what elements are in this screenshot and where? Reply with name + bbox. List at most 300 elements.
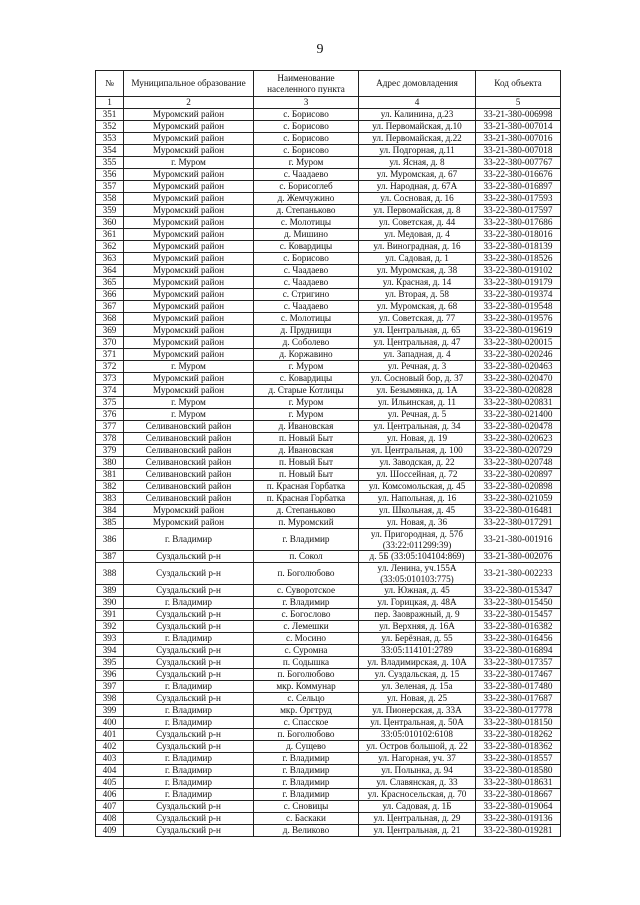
settlement-cell: д. Ивановская — [254, 445, 359, 457]
row-number: 354 — [96, 145, 124, 157]
object-code-cell: 33-22-380-019576 — [476, 313, 561, 325]
address-cell: ул. Центральная, д. 100 — [359, 445, 476, 457]
settlement-cell: п. Боголюбово — [254, 563, 359, 585]
table-row — [96, 121, 561, 133]
municipality-cell: Селивановский район — [124, 445, 254, 457]
settlement-cell: г. Владимир — [254, 765, 359, 777]
settlement-cell: с. Борисово — [254, 253, 359, 265]
municipality-cell: Суздальский р-н — [124, 609, 254, 621]
settlement-cell: п. Содышка — [254, 657, 359, 669]
settlement-cell: с. Ковардицы — [254, 373, 359, 385]
object-code-cell: 33-22-380-020729 — [476, 445, 561, 457]
row-number: 398 — [96, 693, 124, 705]
address-cell: ул. Муромская, д. 38 — [359, 265, 476, 277]
municipality-cell: г. Владимир — [124, 717, 254, 729]
object-code-cell: 33-22-380-015450 — [476, 597, 561, 609]
row-number: 379 — [96, 445, 124, 457]
settlement-cell: п. Новый Быт — [254, 457, 359, 469]
column-number: 1 — [96, 97, 124, 109]
settlement-cell: с. Стригино — [254, 289, 359, 301]
municipality-cell: Суздальский р-н — [124, 551, 254, 563]
object-code-cell: 33-22-380-019374 — [476, 289, 561, 301]
row-number: 370 — [96, 337, 124, 349]
address-cell: ул. Южная, д. 45 — [359, 585, 476, 597]
municipality-cell: Селивановский район — [124, 493, 254, 505]
row-number: 357 — [96, 181, 124, 193]
settlement-cell: г. Муром — [254, 409, 359, 421]
settlement-cell: д. Ивановская — [254, 421, 359, 433]
municipality-cell: Суздальский р-н — [124, 693, 254, 705]
row-number: 386 — [96, 529, 124, 551]
object-code-cell: 33-22-380-017357 — [476, 657, 561, 669]
row-number: 401 — [96, 729, 124, 741]
address-cell: ул. Центральная, д. 50А — [359, 717, 476, 729]
table-row — [96, 277, 561, 289]
address-cell: пер. Заовражный, д. 9 — [359, 609, 476, 621]
object-code-cell: 33-22-380-018526 — [476, 253, 561, 265]
address-cell: ул. Речная, д. 5 — [359, 409, 476, 421]
municipality-cell: Селивановский район — [124, 421, 254, 433]
row-number: 394 — [96, 645, 124, 657]
row-number: 359 — [96, 205, 124, 217]
row-number: 397 — [96, 681, 124, 693]
object-code-cell: 33-22-380-016382 — [476, 621, 561, 633]
table-row — [96, 825, 561, 837]
object-code-cell: 33-22-380-018362 — [476, 741, 561, 753]
object-code-cell: 33-22-380-015347 — [476, 585, 561, 597]
row-number: 406 — [96, 789, 124, 801]
municipality-cell: г. Владимир — [124, 753, 254, 765]
municipality-cell: Муромский район — [124, 277, 254, 289]
object-code-cell: 33-22-380-007767 — [476, 157, 561, 169]
table-row — [96, 181, 561, 193]
table-row — [96, 193, 561, 205]
municipality-cell: Муромский район — [124, 349, 254, 361]
table-row — [96, 657, 561, 669]
row-number: 396 — [96, 669, 124, 681]
table-row — [96, 289, 561, 301]
row-number: 382 — [96, 481, 124, 493]
settlement-cell: мкр. Коммунар — [254, 681, 359, 693]
object-code-cell: 33-22-380-016894 — [476, 645, 561, 657]
table-row — [96, 693, 561, 705]
settlement-cell: с. Спасское — [254, 717, 359, 729]
address-cell: ул. Зеленая, д. 15а — [359, 681, 476, 693]
object-code-cell: 33-22-380-019281 — [476, 825, 561, 837]
object-code-cell: 33-22-380-016676 — [476, 169, 561, 181]
row-number: 403 — [96, 753, 124, 765]
row-number: 352 — [96, 121, 124, 133]
settlement-cell: с. Чаадаево — [254, 169, 359, 181]
object-code-cell: 33-22-380-021059 — [476, 493, 561, 505]
municipality-cell: Муромский район — [124, 133, 254, 145]
address-cell: ул. Владимирская, д. 10А — [359, 657, 476, 669]
row-number: 367 — [96, 301, 124, 313]
row-number: 380 — [96, 457, 124, 469]
municipality-cell: Муромский район — [124, 229, 254, 241]
municipality-cell: Суздальский р-н — [124, 729, 254, 741]
municipality-cell: Муромский район — [124, 193, 254, 205]
table-row — [96, 669, 561, 681]
address-cell: ул. Ясная, д. 8 — [359, 157, 476, 169]
table-row — [96, 765, 561, 777]
address-cell: ул. Пионерская, д. 33А — [359, 705, 476, 717]
object-code-cell: 33-22-380-017778 — [476, 705, 561, 717]
table-row — [96, 645, 561, 657]
settlement-cell: г. Владимир — [254, 753, 359, 765]
object-code-cell: 33-22-380-020246 — [476, 349, 561, 361]
object-code-cell: 33-22-380-018016 — [476, 229, 561, 241]
address-cell: 33:05:114101:2789 — [359, 645, 476, 657]
object-code-cell: 33-22-380-020897 — [476, 469, 561, 481]
address-cell: ул. Горицкая, д. 48А — [359, 597, 476, 609]
settlement-cell: п. Боголюбово — [254, 729, 359, 741]
address-cell: ул. Нагорная, уч. 37 — [359, 753, 476, 765]
object-code-cell: 33-22-380-018262 — [476, 729, 561, 741]
settlement-cell: п. Боголюбово — [254, 669, 359, 681]
address-cell: ул. Сосновая, д. 16 — [359, 193, 476, 205]
row-number: 402 — [96, 741, 124, 753]
settlement-cell: мкр. Оргтруд — [254, 705, 359, 717]
row-number: 363 — [96, 253, 124, 265]
municipality-cell: г. Владимир — [124, 633, 254, 645]
address-cell: ул. Заводская, д. 22 — [359, 457, 476, 469]
settlement-cell: с. Сновицы — [254, 801, 359, 813]
address-cell: ул. Ильинская, д. 11 — [359, 397, 476, 409]
table-row — [96, 597, 561, 609]
object-code-cell: 33-21-380-007016 — [476, 133, 561, 145]
column-number: 2 — [124, 97, 254, 109]
row-number: 391 — [96, 609, 124, 621]
row-number: 381 — [96, 469, 124, 481]
address-cell: ул. Суздальская, д. 15 — [359, 669, 476, 681]
header-num: № — [96, 71, 124, 97]
object-code-cell: 33-21-380-001916 — [476, 529, 561, 551]
row-number: 378 — [96, 433, 124, 445]
row-number: 377 — [96, 421, 124, 433]
settlement-cell: г. Владимир — [254, 789, 359, 801]
row-number: 372 — [96, 361, 124, 373]
row-number: 383 — [96, 493, 124, 505]
address-cell: ул. Новая, д. 25 — [359, 693, 476, 705]
row-number: 365 — [96, 277, 124, 289]
municipality-cell: Суздальский р-н — [124, 585, 254, 597]
settlement-cell: д. Коржавино — [254, 349, 359, 361]
object-code-cell: 33-22-380-019548 — [476, 301, 561, 313]
object-code-cell: 33-21-380-007018 — [476, 145, 561, 157]
row-number: 371 — [96, 349, 124, 361]
municipality-cell: Муромский район — [124, 217, 254, 229]
municipality-cell: г. Владимир — [124, 765, 254, 777]
settlement-cell: п. Красная Горбатка — [254, 481, 359, 493]
table-row — [96, 373, 561, 385]
table-row — [96, 109, 561, 121]
header-settlement: Наименование населенного пункта — [254, 71, 359, 97]
address-cell: ул. Виноградная, д. 16 — [359, 241, 476, 253]
table-body — [96, 109, 561, 837]
municipality-cell: Суздальский р-н — [124, 669, 254, 681]
address-cell: ул. Верхняя, д. 16А — [359, 621, 476, 633]
table-row — [96, 169, 561, 181]
municipality-cell: г. Владимир — [124, 681, 254, 693]
municipality-cell: Суздальский р-н — [124, 657, 254, 669]
settlement-cell: с. Борисово — [254, 109, 359, 121]
table-header-row — [96, 71, 561, 97]
row-number: 351 — [96, 109, 124, 121]
row-number: 362 — [96, 241, 124, 253]
settlement-cell: п. Новый Быт — [254, 469, 359, 481]
row-number: 373 — [96, 373, 124, 385]
address-cell: ул. Остров большой, д. 22 — [359, 741, 476, 753]
municipality-cell: г. Владимир — [124, 597, 254, 609]
settlement-cell: с. Чаадаево — [254, 277, 359, 289]
settlement-cell: с. Ковардицы — [254, 241, 359, 253]
settlement-cell: с. Лемешки — [254, 621, 359, 633]
table-row — [96, 563, 561, 585]
table-row — [96, 265, 561, 277]
row-number: 390 — [96, 597, 124, 609]
settlement-cell: п. Новый Быт — [254, 433, 359, 445]
municipality-cell: г. Муром — [124, 361, 254, 373]
row-number: 404 — [96, 765, 124, 777]
table-row — [96, 133, 561, 145]
address-cell: ул. Подгорная, д.11 — [359, 145, 476, 157]
settlement-cell: с. Борисово — [254, 145, 359, 157]
table-row — [96, 433, 561, 445]
address-cell: ул. Первомайская, д. 8 — [359, 205, 476, 217]
settlement-cell: с. Молотицы — [254, 217, 359, 229]
municipality-cell: Муромский район — [124, 505, 254, 517]
row-number: 407 — [96, 801, 124, 813]
municipality-cell: г. Муром — [124, 409, 254, 421]
object-code-cell: 33-22-380-017687 — [476, 693, 561, 705]
settlement-cell: с. Мосино — [254, 633, 359, 645]
object-code-cell: 33-22-380-020015 — [476, 337, 561, 349]
table-row — [96, 301, 561, 313]
address-cell: ул. Пригородная, д. 57б (33:22:011299:39) — [359, 529, 476, 551]
table-row — [96, 741, 561, 753]
address-cell: ул. Новая, д. 36 — [359, 517, 476, 529]
row-number: 356 — [96, 169, 124, 181]
object-code-cell: 33-21-380-002233 — [476, 563, 561, 585]
address-cell: ул. Полынка, д. 94 — [359, 765, 476, 777]
row-number: 409 — [96, 825, 124, 837]
address-cell: ул. Центральная, д. 65 — [359, 325, 476, 337]
table-row — [96, 385, 561, 397]
table-row — [96, 253, 561, 265]
table-row — [96, 241, 561, 253]
object-code-cell: 33-22-380-017291 — [476, 517, 561, 529]
table-row — [96, 789, 561, 801]
table-row — [96, 397, 561, 409]
row-number: 360 — [96, 217, 124, 229]
settlement-cell: д. Мишино — [254, 229, 359, 241]
address-cell: 33:05:010102:6108 — [359, 729, 476, 741]
address-cell: ул. Сосновый бор, д. 37 — [359, 373, 476, 385]
table-row — [96, 717, 561, 729]
settlement-cell: с. Борисово — [254, 121, 359, 133]
municipality-cell: г. Владимир — [124, 529, 254, 551]
municipality-cell: г. Муром — [124, 157, 254, 169]
table-row — [96, 609, 561, 621]
municipality-cell: Муромский район — [124, 517, 254, 529]
municipality-cell: Муромский район — [124, 205, 254, 217]
address-cell: ул. Советская, д. 44 — [359, 217, 476, 229]
municipality-cell: Селивановский район — [124, 469, 254, 481]
row-number: 376 — [96, 409, 124, 421]
table-row — [96, 229, 561, 241]
municipality-cell: Муромский район — [124, 145, 254, 157]
table-row — [96, 325, 561, 337]
object-code-cell: 33-22-380-019179 — [476, 277, 561, 289]
address-cell: ул. Берёзная, д. 55 — [359, 633, 476, 645]
object-code-cell: 33-22-380-019619 — [476, 325, 561, 337]
table-row — [96, 777, 561, 789]
object-code-cell: 33-22-380-020478 — [476, 421, 561, 433]
address-cell: д. 5Б (33:05:104104:869) — [359, 551, 476, 563]
municipality-cell: Муромский район — [124, 253, 254, 265]
municipality-cell: Муромский район — [124, 265, 254, 277]
table-row — [96, 753, 561, 765]
table-row — [96, 409, 561, 421]
table-row — [96, 585, 561, 597]
table-row — [96, 813, 561, 825]
settlement-cell: д. Соболево — [254, 337, 359, 349]
municipality-cell: Муромский район — [124, 301, 254, 313]
municipality-cell: Муромский район — [124, 181, 254, 193]
address-cell: ул. Центральная, д. 34 — [359, 421, 476, 433]
column-number: 4 — [359, 97, 476, 109]
table-row — [96, 445, 561, 457]
row-number: 355 — [96, 157, 124, 169]
column-number-row — [96, 97, 561, 109]
table-row — [96, 481, 561, 493]
settlement-cell: д. Степаньково — [254, 205, 359, 217]
address-cell: ул. Шоссейная, д. 72 — [359, 469, 476, 481]
settlement-cell: г. Владимир — [254, 597, 359, 609]
address-cell: ул. Муромская, д. 68 — [359, 301, 476, 313]
address-cell: ул. Напольная, д. 16 — [359, 493, 476, 505]
row-number: 353 — [96, 133, 124, 145]
row-number: 392 — [96, 621, 124, 633]
row-number: 399 — [96, 705, 124, 717]
table-row — [96, 529, 561, 551]
settlement-cell: г. Муром — [254, 157, 359, 169]
object-code-cell: 33-22-380-018557 — [476, 753, 561, 765]
settlement-cell: д. Пруднищи — [254, 325, 359, 337]
settlement-cell: д. Степаньково — [254, 505, 359, 517]
table-row — [96, 421, 561, 433]
municipality-cell: Суздальский р-н — [124, 621, 254, 633]
row-number: 364 — [96, 265, 124, 277]
address-cell: ул. Советская, д. 77 — [359, 313, 476, 325]
municipality-cell: Муромский район — [124, 121, 254, 133]
table-row — [96, 493, 561, 505]
object-code-cell: 33-22-380-015457 — [476, 609, 561, 621]
settlement-cell: с. Баскаки — [254, 813, 359, 825]
municipality-cell: г. Муром — [124, 397, 254, 409]
address-cell: ул. Центральная, д. 47 — [359, 337, 476, 349]
object-code-cell: 33-22-380-016481 — [476, 505, 561, 517]
object-code-cell: 33-22-380-020463 — [476, 361, 561, 373]
object-code-cell: 33-22-380-016897 — [476, 181, 561, 193]
object-code-cell: 33-22-380-017686 — [476, 217, 561, 229]
address-cell: ул. Народная, д. 67А — [359, 181, 476, 193]
municipality-cell: Суздальский р-н — [124, 825, 254, 837]
object-code-cell: 33-22-380-020828 — [476, 385, 561, 397]
address-cell: ул. Новая, д. 19 — [359, 433, 476, 445]
row-number: 384 — [96, 505, 124, 517]
table-row — [96, 457, 561, 469]
table-row — [96, 469, 561, 481]
municipality-cell: г. Владимир — [124, 705, 254, 717]
object-code-cell: 33-22-380-021400 — [476, 409, 561, 421]
table-row — [96, 337, 561, 349]
municipality-cell: Суздальский р-н — [124, 813, 254, 825]
address-cell: ул. Центральная, д. 21 — [359, 825, 476, 837]
address-cell: ул. Красносельская, д. 70 — [359, 789, 476, 801]
settlement-cell: п. Красная Горбатка — [254, 493, 359, 505]
row-number: 400 — [96, 717, 124, 729]
row-number: 387 — [96, 551, 124, 563]
table-row — [96, 349, 561, 361]
object-code-cell: 33-22-380-018631 — [476, 777, 561, 789]
row-number: 369 — [96, 325, 124, 337]
object-code-cell: 33-22-380-019102 — [476, 265, 561, 277]
address-cell: ул. Медовая, д. 4 — [359, 229, 476, 241]
table-row — [96, 633, 561, 645]
municipality-cell: Суздальский р-н — [124, 563, 254, 585]
settlement-cell: г. Муром — [254, 397, 359, 409]
row-number: 385 — [96, 517, 124, 529]
table-row — [96, 801, 561, 813]
object-code-cell: 33-22-380-017467 — [476, 669, 561, 681]
address-cell: ул. Садовая, д. 1Б — [359, 801, 476, 813]
table-row — [96, 205, 561, 217]
row-number: 375 — [96, 397, 124, 409]
row-number: 368 — [96, 313, 124, 325]
address-cell: ул. Калинина, д.23 — [359, 109, 476, 121]
address-cell: ул. Центральная, д. 29 — [359, 813, 476, 825]
address-cell: ул. Комсомольская, д. 45 — [359, 481, 476, 493]
object-code-cell: 33-22-380-020470 — [476, 373, 561, 385]
settlement-cell: с. Суворотское — [254, 585, 359, 597]
object-code-cell: 33-22-380-020898 — [476, 481, 561, 493]
municipality-cell: Суздальский р-н — [124, 801, 254, 813]
address-cell: ул. Первомайская, д.10 — [359, 121, 476, 133]
municipality-cell: Суздальский р-н — [124, 741, 254, 753]
settlement-cell: с. Молотицы — [254, 313, 359, 325]
municipality-cell: Муромский район — [124, 385, 254, 397]
object-code-cell: 33-22-380-018580 — [476, 765, 561, 777]
table-row — [96, 145, 561, 157]
address-cell: ул. Славянская, д. 33 — [359, 777, 476, 789]
municipality-cell: Муромский район — [124, 373, 254, 385]
municipality-cell: Муромский район — [124, 241, 254, 253]
object-code-cell: 33-22-380-017593 — [476, 193, 561, 205]
municipality-cell: Муромский район — [124, 289, 254, 301]
header-address: Адрес домовладения — [359, 71, 476, 97]
settlement-cell: п. Сокол — [254, 551, 359, 563]
address-cell: ул. Речная, д. 3 — [359, 361, 476, 373]
settlement-cell: с. Борисово — [254, 133, 359, 145]
row-number: 358 — [96, 193, 124, 205]
row-number: 389 — [96, 585, 124, 597]
object-code-cell: 33-22-380-019064 — [476, 801, 561, 813]
table-row — [96, 313, 561, 325]
object-code-cell: 33-22-380-017480 — [476, 681, 561, 693]
object-code-cell: 33-22-380-020623 — [476, 433, 561, 445]
